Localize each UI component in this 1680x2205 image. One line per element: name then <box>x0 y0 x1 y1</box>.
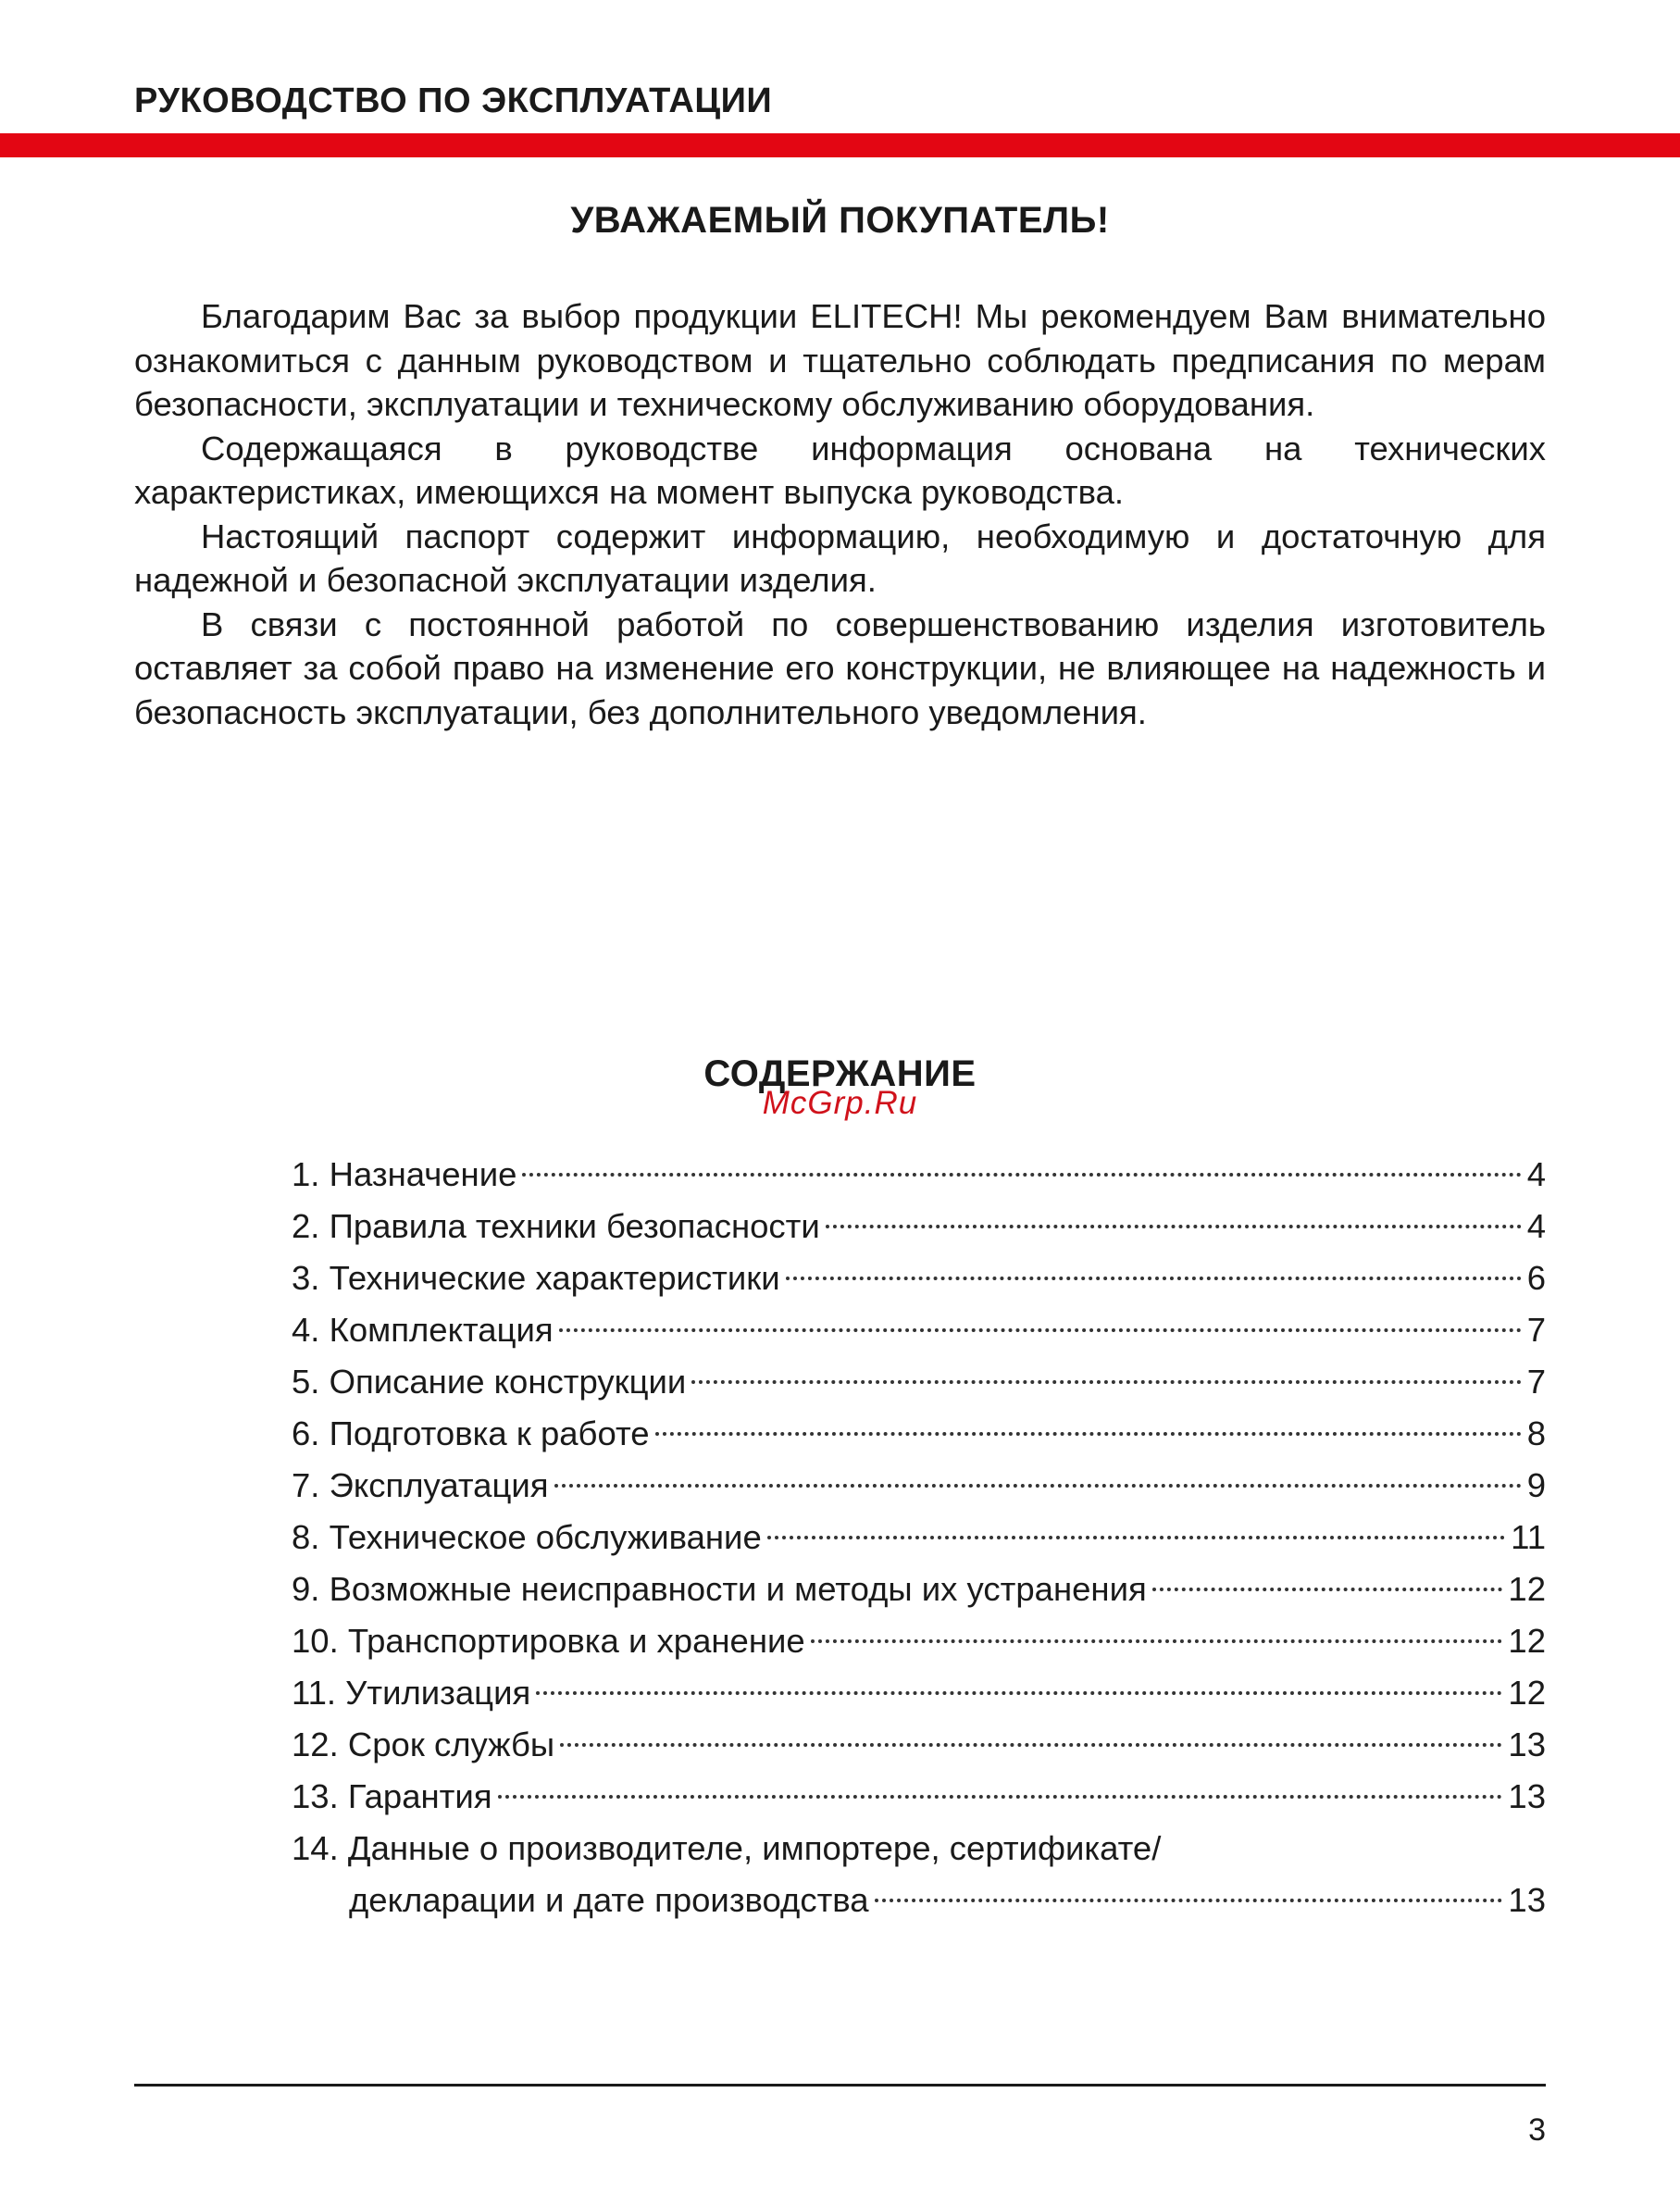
toc-title: СОДЕРЖАНИЕ <box>703 1053 977 1094</box>
toc-entry-page: 12 <box>1508 1674 1546 1712</box>
toc-entry-label: 11. Утилизация <box>292 1674 531 1712</box>
page-number: 3 <box>1528 2112 1546 2148</box>
toc-entry[interactable] <box>292 1719 1546 1771</box>
toc-dot-leader <box>875 1899 1503 1902</box>
toc-entry-label: 3. Технические характеристики <box>292 1259 780 1297</box>
toc-dot-leader <box>522 1173 1521 1177</box>
toc-entry-label: 2. Правила техники безопасности <box>292 1207 820 1245</box>
toc-entry[interactable] <box>292 1460 1546 1512</box>
toc-entry-page: 7 <box>1526 1363 1546 1401</box>
toc-entry-page: 4 <box>1526 1155 1546 1193</box>
toc-dot-leader <box>786 1277 1522 1280</box>
toc-dot-leader <box>767 1536 1505 1539</box>
toc-dot-leader <box>560 1743 1502 1747</box>
toc-entry[interactable] <box>292 1149 1546 1201</box>
toc-entry-label: 4. Комплектация <box>292 1311 554 1349</box>
toc-entry-page: 7 <box>1526 1311 1546 1349</box>
toc-entry[interactable] <box>292 1667 1546 1719</box>
toc-entry[interactable] <box>292 1304 1546 1356</box>
toc-dot-leader <box>811 1639 1503 1643</box>
toc-entry-label: 7. Эксплуатация <box>292 1466 549 1504</box>
toc-entry-page: 6 <box>1526 1259 1546 1297</box>
toc-dot-leader <box>554 1484 1522 1488</box>
table-of-contents <box>292 1149 1546 1926</box>
toc-entry[interactable] <box>292 1771 1546 1823</box>
intro-text <box>134 294 1546 734</box>
toc-entry-label: 5. Описание конструкции <box>292 1363 687 1401</box>
toc-dot-leader <box>655 1432 1522 1436</box>
toc-entry[interactable] <box>292 1252 1546 1304</box>
toc-entry-label: 6. Подготовка к работе <box>292 1414 650 1452</box>
toc-entry-page: 13 <box>1508 1725 1546 1763</box>
toc-entry-page: 12 <box>1508 1570 1546 1608</box>
toc-dot-leader <box>826 1225 1522 1228</box>
intro-paragraph: Благодарим Вас за выбор продукции ELITECH! Мы рекомендуем Вам внимательно ознакомиться с данным руководством и тщательно соблюдать предписания по мерам безопасности, эксплуатации и техническому обслуживанию оборудования. <box>134 297 1546 423</box>
toc-entry[interactable] <box>292 1408 1546 1460</box>
toc-entry-label: 14. Данные о производителе, импортере, сертификате/ <box>292 1829 1162 1867</box>
toc-entry-label: 12. Срок службы <box>292 1725 555 1763</box>
toc-entry-label: 13. Гарантия <box>292 1777 492 1815</box>
toc-entry-page: 13 <box>1508 1881 1546 1919</box>
toc-dot-leader <box>559 1328 1522 1332</box>
watermark: McGrp.Ru <box>762 1085 918 1121</box>
intro-paragraph: Настоящий паспорт содержит информацию, необходимую и достаточную для надежной и безопасной эксплуатации изделия. <box>134 517 1546 599</box>
toc-dot-leader <box>536 1691 1502 1695</box>
footer-rule <box>134 2084 1546 2087</box>
toc-entry-label: 1. Назначение <box>292 1155 517 1193</box>
toc-entry[interactable] <box>292 1512 1546 1563</box>
intro-paragraph: В связи с постоянной работой по совершенствованию изделия изготовитель оставляет за собой право на изменение его конструкции, не влияющее на надежность и безопасность эксплуатации, без дополнительного уведомления. <box>134 604 1546 731</box>
toc-entry[interactable] <box>292 1615 1546 1667</box>
toc-dot-leader <box>1152 1588 1503 1591</box>
toc-entry-label: декларации и дате производства <box>349 1881 869 1919</box>
toc-entry-page: 8 <box>1526 1414 1546 1452</box>
intro-paragraph: Содержащаяся в руководстве информация основана на технических характеристиках, имеющихся на момент выпуска руководства. <box>134 429 1546 511</box>
header-title: РУКОВОДСТВО ПО ЭКСПЛУАТАЦИИ <box>134 81 773 120</box>
greeting-heading: УВАЖАЕМЫЙ ПОКУПАТЕЛЬ! <box>570 200 1110 241</box>
toc-entry-page: 11 <box>1511 1518 1546 1556</box>
toc-entry-page: 12 <box>1508 1622 1546 1660</box>
toc-entry-label: 10. Транспортировка и хранение <box>292 1622 805 1660</box>
toc-entry-page: 9 <box>1526 1466 1546 1504</box>
toc-entry[interactable] <box>292 1563 1546 1615</box>
toc-entry[interactable] <box>292 1356 1546 1408</box>
toc-entry-label: 8. Техническое обслуживание <box>292 1518 762 1556</box>
toc-entry-label: 9. Возможные неисправности и методы их устранения <box>292 1570 1147 1608</box>
toc-entry[interactable] <box>292 1875 1546 1926</box>
header-red-bar <box>0 133 1680 157</box>
toc-entry-page: 13 <box>1508 1777 1546 1815</box>
toc-entry-line[interactable] <box>292 1823 1546 1875</box>
toc-dot-leader <box>498 1795 1503 1799</box>
toc-entry[interactable] <box>292 1201 1546 1252</box>
toc-dot-leader <box>691 1380 1521 1384</box>
toc-entry-page: 4 <box>1526 1207 1546 1245</box>
